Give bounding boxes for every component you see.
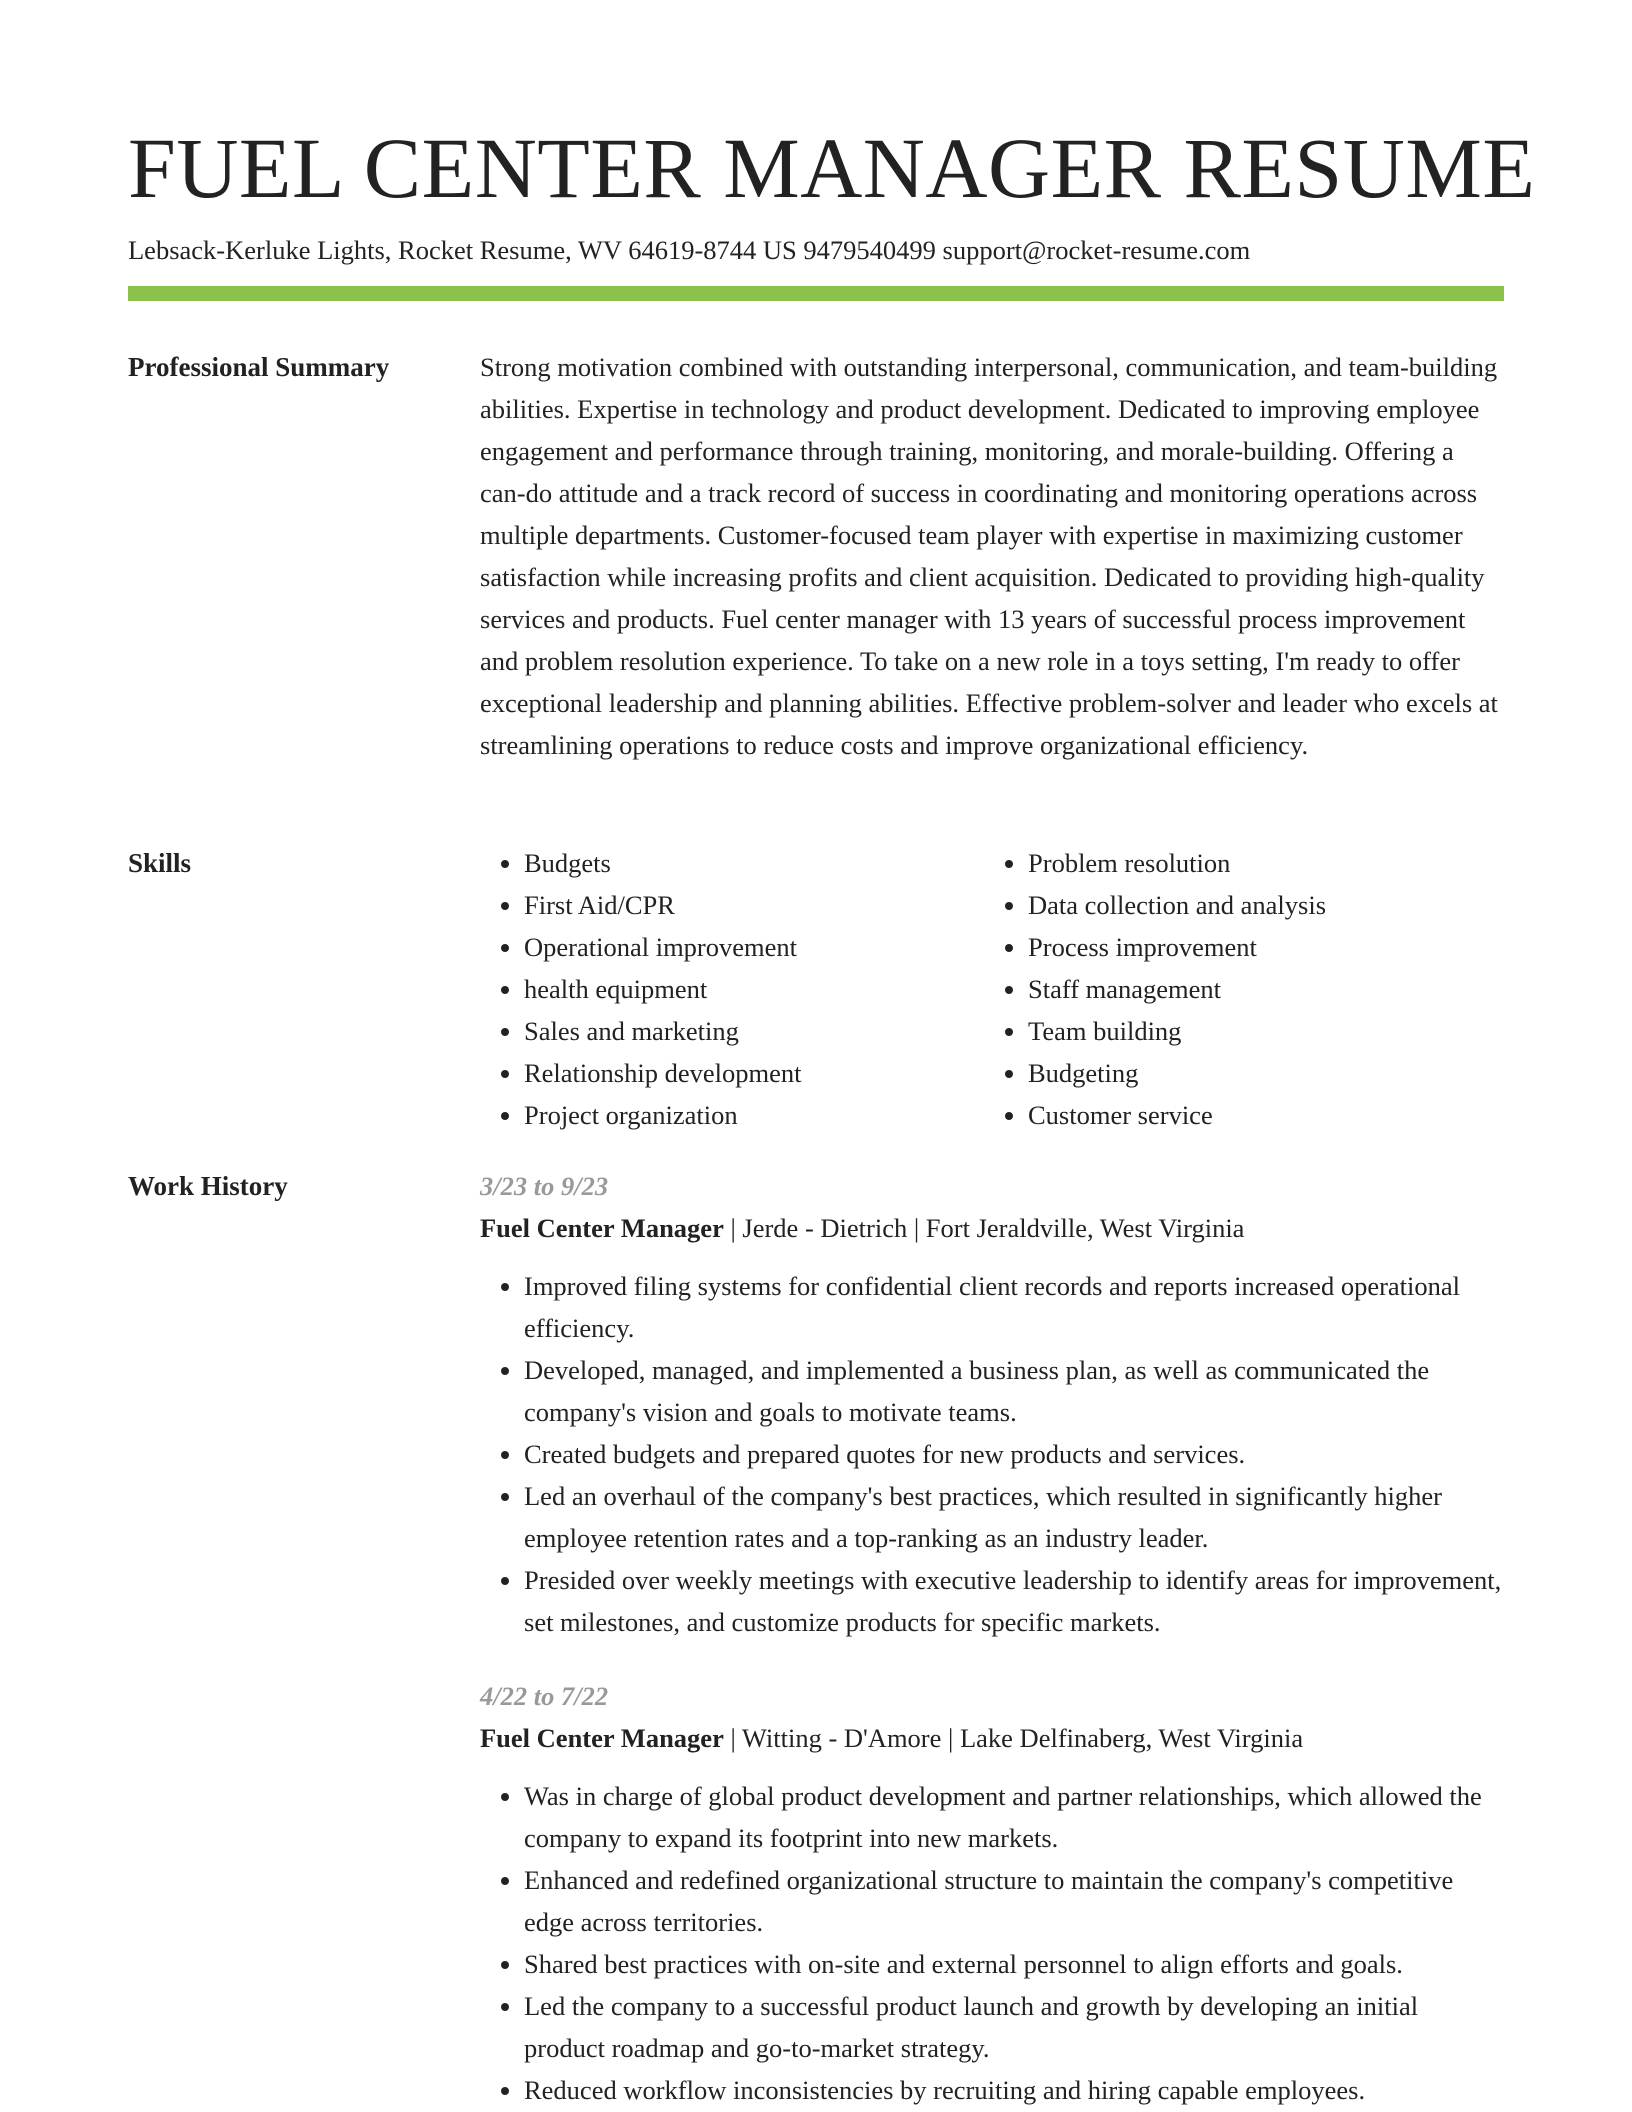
job-bullets [480,1775,1504,2111]
separator: | [913,1213,926,1243]
summary-text: Strong motivation combined with outstanding interpersonal, communication, and team-building abilities. Expertise in technology and product development. Dedicated to improving employee engagement and performance through training, monitoring, and morale-building. Offering a can-do attitude and a track record of success in coordinating and monitoring operations across multiple departments. Customer-focused team player with expertise in maximizing customer satisfaction while increasing profits and client acquisition. Dedicated to providing high-quality services and products. Fuel center manager with 13 years of successful process improvement and problem resolution experience. To take on a new role in a toys setting, I'm ready to offer exceptional leadership and planning abilities. Effective problem-solver and leader who excels at streamlining operations to reduce costs and improve organizational efficiency. [480,352,1498,760]
job-company: Witting - D'Amore [741,1723,942,1753]
page-title: FUEL CENTER MANAGER RESUME [128,120,1536,216]
skill-item: • Team building [1028,1010,1488,1052]
skills-list-right [984,842,1488,1136]
job-bullet: • Developed, managed, and implemented a business plan, as well as communicated the company's vision and goals to motivate teams. [524,1349,1504,1433]
separator: | [730,1723,742,1753]
separator: | [948,1723,960,1753]
job-bullet: • Presided over weekly meetings with executive leadership to identify areas for improvement, set milestones, and customize products for specific markets. [524,1559,1504,1643]
job-bullet: • Was in charge of global product development and partner relationships, which allowed the company to expand its footprint into new markets. [524,1775,1504,1859]
skill-item: • First Aid/CPR [524,884,984,926]
job-role: Fuel Center Manager [480,1213,724,1243]
skill-item: • health equipment [524,968,984,1010]
skill-item: • Data collection and analysis [1028,884,1488,926]
job-date: 3/23 to 9/23 [480,1171,609,1201]
contact-email: support@rocket-resume.com [942,235,1251,265]
contact-address: Lebsack-Kerluke Lights, Rocket Resume, WV 64619-8744 US [128,235,797,265]
job-company: Jerde - Dietrich [742,1213,908,1243]
job-role: Fuel Center Manager [480,1723,724,1753]
job-entry [480,1675,1504,2111]
job-title-line [480,1207,1504,1249]
skill-item: • Operational improvement [524,926,984,968]
skill-item: • Staff management [1028,968,1488,1010]
job-location: Lake Delfinaberg, West Virginia [959,1723,1304,1753]
summary-heading: Professional Summary [128,352,390,382]
job-bullet: • Enhanced and redefined organizational structure to maintain the company's competitive edge across territories. [524,1859,1504,1943]
skill-item: • Problem resolution [1028,842,1488,884]
job-bullet: • Improved filing systems for confidential client records and reports increased operational efficiency. [524,1265,1504,1349]
job-bullet: • Shared best practices with on-site and external personnel to align efforts and goals. [524,1943,1504,1985]
job-date: 4/22 to 7/22 [480,1681,609,1711]
job-bullet: • Led the company to a successful product launch and growth by developing an initial product roadmap and go-to-market strategy. [524,1985,1504,2069]
contact-phone: 9479540499 [803,235,936,265]
skill-item: • Project organization [524,1094,984,1136]
separator: | [730,1213,743,1243]
skill-item: • Process improvement [1028,926,1488,968]
header-divider [128,286,1504,301]
skill-item: • Sales and marketing [524,1010,984,1052]
skill-item: • Budgeting [1028,1052,1488,1094]
skills-heading: Skills [128,848,192,878]
job-bullet: • Reduced workflow inconsistencies by recruiting and hiring capable employees. [524,2069,1504,2111]
job-title-line [480,1717,1504,1759]
contact-line [128,230,1250,270]
job-bullets [480,1265,1504,1643]
job-bullet: • Led an overhaul of the company's best practices, which resulted in significantly higher employee retention rates and a top-ranking as an industry leader. [524,1475,1504,1559]
job-location: Fort Jeraldville, West Virginia [925,1213,1245,1243]
work-history-heading: Work History [128,1171,288,1201]
skills-list-left [480,842,984,1136]
skill-item: • Budgets [524,842,984,884]
skill-item: • Customer service [1028,1094,1488,1136]
skill-item: • Relationship development [524,1052,984,1094]
job-entry [480,1165,1504,1643]
job-bullet: • Created budgets and prepared quotes for new products and services. [524,1433,1504,1475]
